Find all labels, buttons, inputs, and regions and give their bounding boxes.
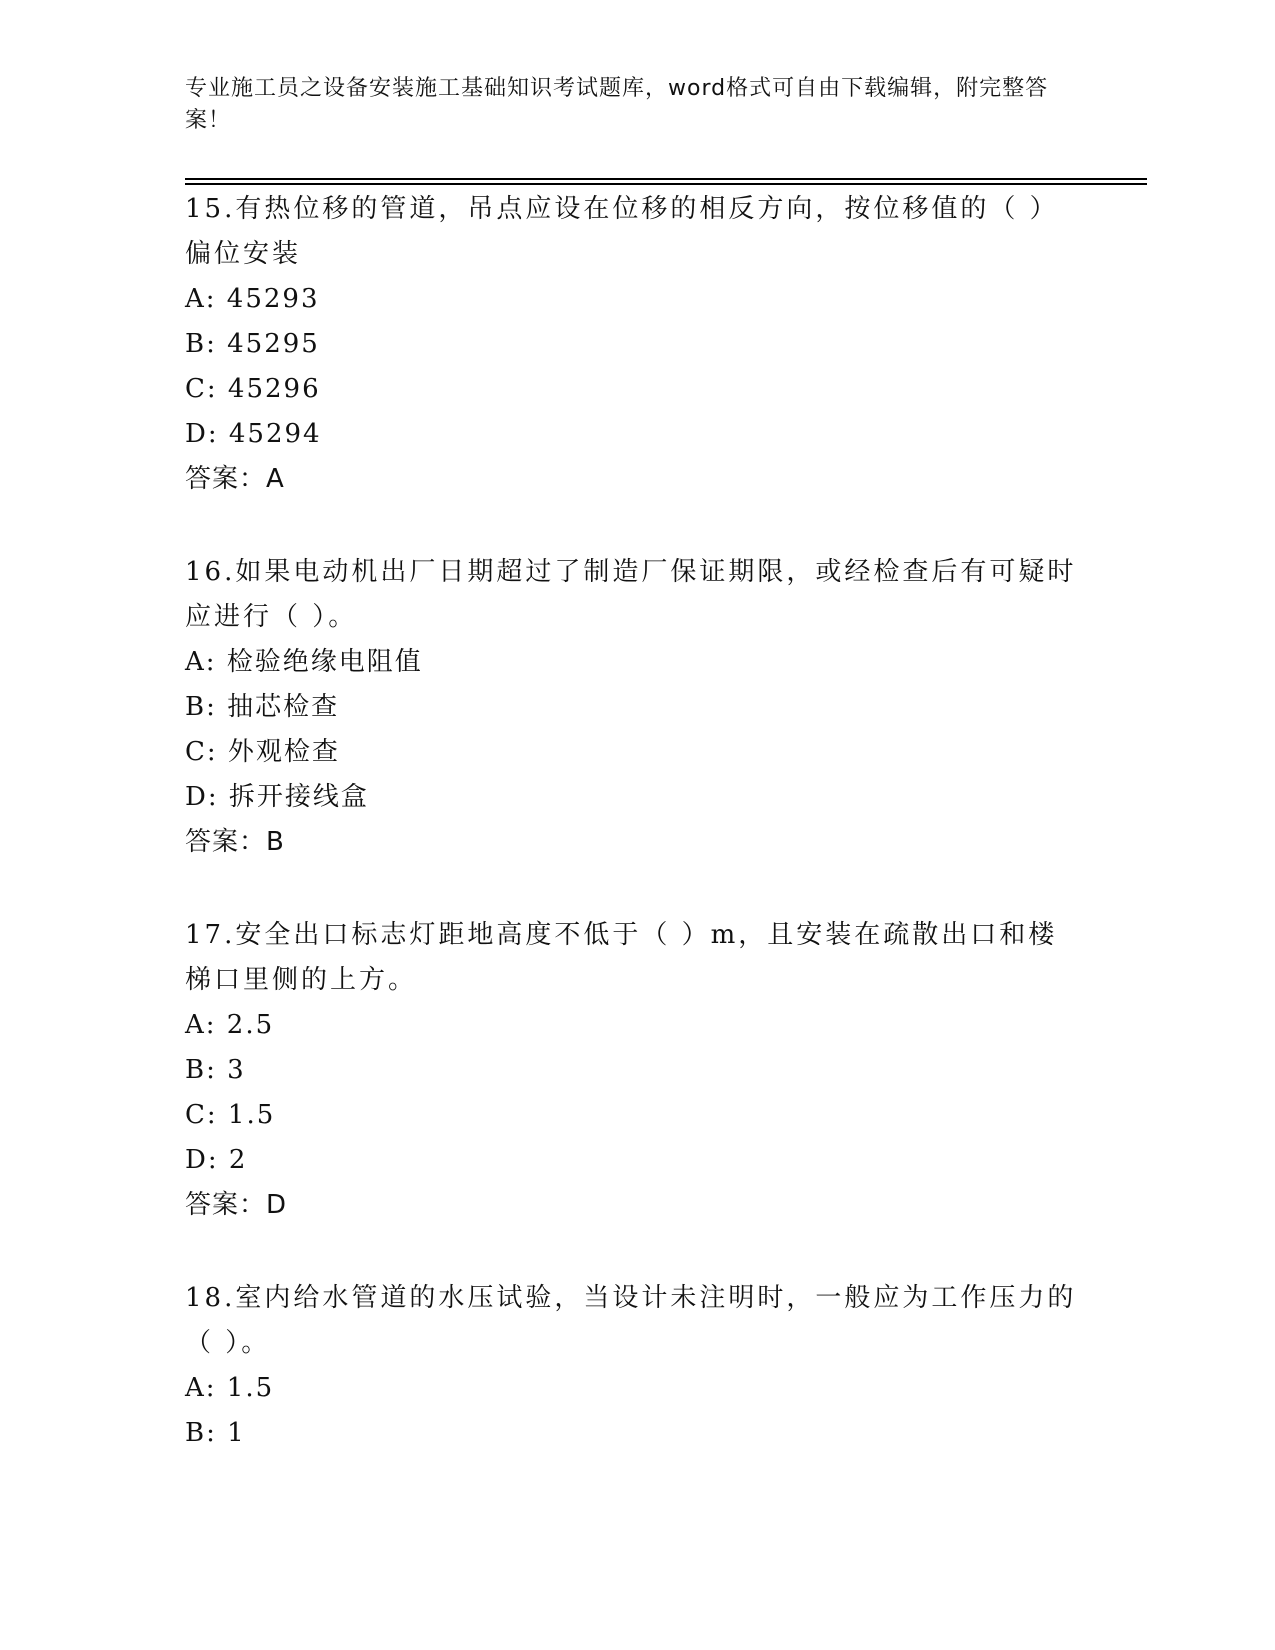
header-divider-top	[185, 178, 1147, 180]
question-stem: 16.如果电动机出厂日期超过了制造厂保证期限，或经检查后有可疑时应进行（ ）。	[185, 557, 1077, 632]
option-b: B: 45295	[185, 329, 320, 359]
option-b: B: 1	[185, 1418, 246, 1448]
header-divider-bottom	[185, 183, 1147, 185]
option-b: B: 抽芯检查	[185, 692, 340, 722]
question-17	[185, 913, 1085, 1228]
option-b: B: 3	[185, 1055, 246, 1085]
option-a: A: 1.5	[185, 1373, 275, 1403]
question-15	[185, 187, 1085, 502]
question-18	[185, 1276, 1085, 1456]
option-c: C: 外观检查	[185, 737, 340, 767]
answer-line: 答案：A	[185, 464, 285, 494]
question-16	[185, 550, 1085, 865]
question-stem: 18.室内给水管道的水压试验，当设计未注明时，一般应为工作压力的（ ）。	[185, 1283, 1077, 1358]
option-c: C: 45296	[185, 374, 321, 404]
option-d: D: 拆开接线盒	[185, 782, 369, 812]
option-c: C: 1.5	[185, 1100, 276, 1130]
option-d: D: 2	[185, 1145, 248, 1175]
option-a: A: 45293	[185, 284, 320, 314]
document-header: 专业施工员之设备安装施工基础知识考试题库，word格式可自由下载编辑，附完整答案！	[185, 76, 1049, 133]
question-stem: 17.安全出口标志灯距地高度不低于（ ）m，且安装在疏散出口和楼梯口里侧的上方。	[185, 920, 1058, 995]
option-d: D: 45294	[185, 419, 322, 449]
option-a: A: 2.5	[185, 1010, 275, 1040]
answer-line: 答案：B	[185, 827, 285, 857]
question-stem: 15.有热位移的管道，吊点应设在位移的相反方向，按位移值的（ ）偏位安装	[185, 194, 1059, 269]
option-a: A: 检验绝缘电阻值	[185, 647, 423, 677]
answer-line: 答案：D	[185, 1190, 288, 1220]
